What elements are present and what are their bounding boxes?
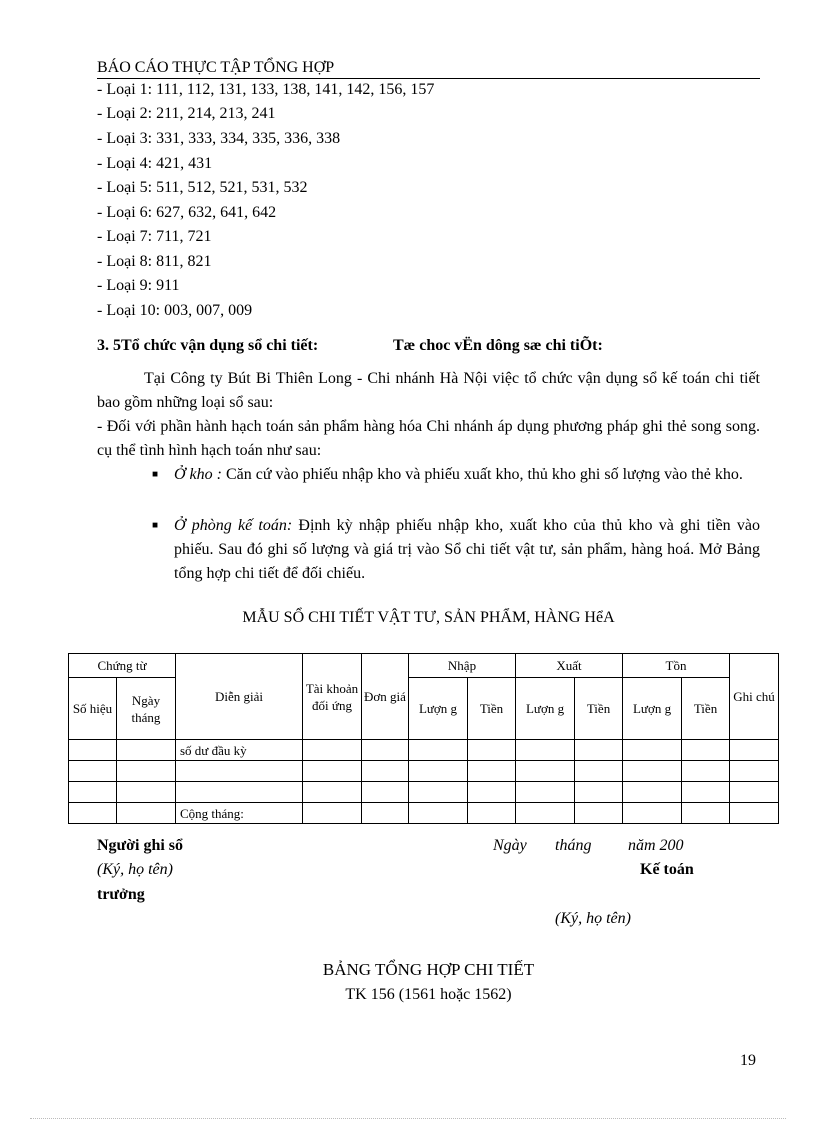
bullet-text — [174, 514, 760, 586]
table-row — [69, 761, 779, 782]
bullet-text — [174, 463, 760, 487]
square-bullet-icon: ■ — [152, 469, 159, 480]
page-number: 19 — [740, 1052, 756, 1069]
bullet-label: Ở phòng kế toán: — [174, 517, 293, 534]
account-type-item: - Loại 10: 003, 007, 009 — [97, 302, 253, 319]
ledger-table — [68, 653, 779, 824]
month-total-label: Cộng tháng: — [176, 803, 303, 824]
account-type-item: - Loại 8: 811, 821 — [97, 253, 212, 270]
account-type-item: - Loại 4: 421, 431 — [97, 155, 213, 172]
header-dien-giai: Diễn giải — [176, 654, 303, 740]
date-thang: tháng — [555, 837, 592, 854]
header-nhap-luong: Lượn g — [409, 678, 468, 740]
page-bottom-divider — [30, 1118, 786, 1119]
bullet-body: Căn cứ vào phiếu nhập kho và phiếu xuất kho, thủ kho ghi số lượng vào thẻ kho. — [221, 466, 743, 483]
form-title: MẪU SỔ CHI TIẾT VẬT TƯ, SẢN PHẨM, HÀNG HểA — [242, 609, 615, 626]
date-ngay: Ngày — [493, 837, 527, 854]
section-heading: 3. 5Tổ chức vận dụng sổ chi tiết: — [97, 337, 319, 354]
table-row — [69, 782, 779, 803]
signature-left-sub: (Ký, họ tên) — [97, 861, 173, 878]
account-type-item: - Loại 9: 911 — [97, 277, 180, 294]
header-chung-tu: Chứng từ — [69, 654, 176, 678]
date-nam: năm 200 — [628, 837, 684, 854]
summary-subtitle: TK 156 (1561 hoặc 1562) — [345, 986, 512, 1003]
header-xuat: Xuất — [516, 654, 623, 678]
account-type-item: - Loại 1: 111, 112, 131, 133, 138, 141, 142, 156, 157 — [97, 81, 435, 98]
header-nhap: Nhập — [409, 654, 516, 678]
signature-right-title: Kế toán — [640, 861, 694, 878]
page-header: BÁO CÁO THỰC TẬP TỔNG HỢP — [97, 58, 760, 79]
header-ton-tien: Tiền — [682, 678, 730, 740]
header-don-gia: Đơn giá — [362, 654, 409, 740]
intro-paragraph: Tại Công ty Bút Bi Thiên Long - Chi nhánh Hà Nội việc tổ chức vận dụng sổ kế toán chi tiết bao gồm những loại sổ sau: — [97, 370, 760, 411]
method-paragraph: - Đối với phần hành hạch toán sản phẩm hàng hóa Chi nhánh áp dụng phương pháp ghi thẻ song song. cụ thể tình hình hạch toán như sau: — [97, 418, 760, 459]
signature-left-title: Người ghi sổ — [97, 837, 184, 854]
summary-title: BẢNG TỔNG HỢP CHI TIẾT — [322, 960, 535, 979]
header-ngay-thang: Ngày tháng — [117, 678, 176, 740]
account-type-item: - Loại 5: 511, 512, 521, 531, 532 — [97, 179, 308, 196]
header-ton-luong: Lượn g — [623, 678, 682, 740]
table-row — [69, 803, 779, 824]
header-so-hieu: Số hiệu — [69, 678, 117, 740]
account-type-item: - Loại 6: 627, 632, 641, 642 — [97, 204, 277, 221]
bullet-body: Định kỳ nhập phiếu nhập kho, xuất kho của thủ kho và ghi tiền vào phiếu. Sau đó ghi số lượng và giá trị vào Sổ chi tiết vật tư, sản phẩm, hàng hoá. Mở Bảng tổng hợp chi tiết để đối chiếu. — [174, 517, 761, 582]
header-nhap-tien: Tiền — [468, 678, 516, 740]
header-tai-khoan: Tài khoản đối ứng — [303, 654, 362, 740]
bullet-item-phong-ke-toan — [152, 514, 760, 586]
signature-right-sub: (Ký, họ tên) — [555, 910, 631, 927]
account-type-item: - Loại 3: 331, 333, 334, 335, 336, 338 — [97, 130, 341, 147]
header-ton: Tồn — [623, 654, 730, 678]
square-bullet-icon: ■ — [152, 520, 159, 531]
signature-left-continued: trưởng — [97, 886, 145, 903]
header-xuat-tien: Tiền — [575, 678, 623, 740]
bullet-label: Ở kho : — [174, 466, 222, 483]
account-type-item: - Loại 2: 211, 214, 213, 241 — [97, 105, 276, 122]
header-ghi-chu: Ghi chú — [730, 654, 779, 740]
account-type-item: - Loại 7: 711, 721 — [97, 228, 212, 245]
table-row — [69, 740, 779, 761]
bullet-item-kho — [152, 463, 760, 511]
opening-balance-label: số dư đầu kỳ — [176, 740, 303, 761]
header-xuat-luong: Lượn g — [516, 678, 575, 740]
section-heading-garbled: Tæ choc vËn dông sæ chi tiÕt: — [393, 337, 603, 354]
